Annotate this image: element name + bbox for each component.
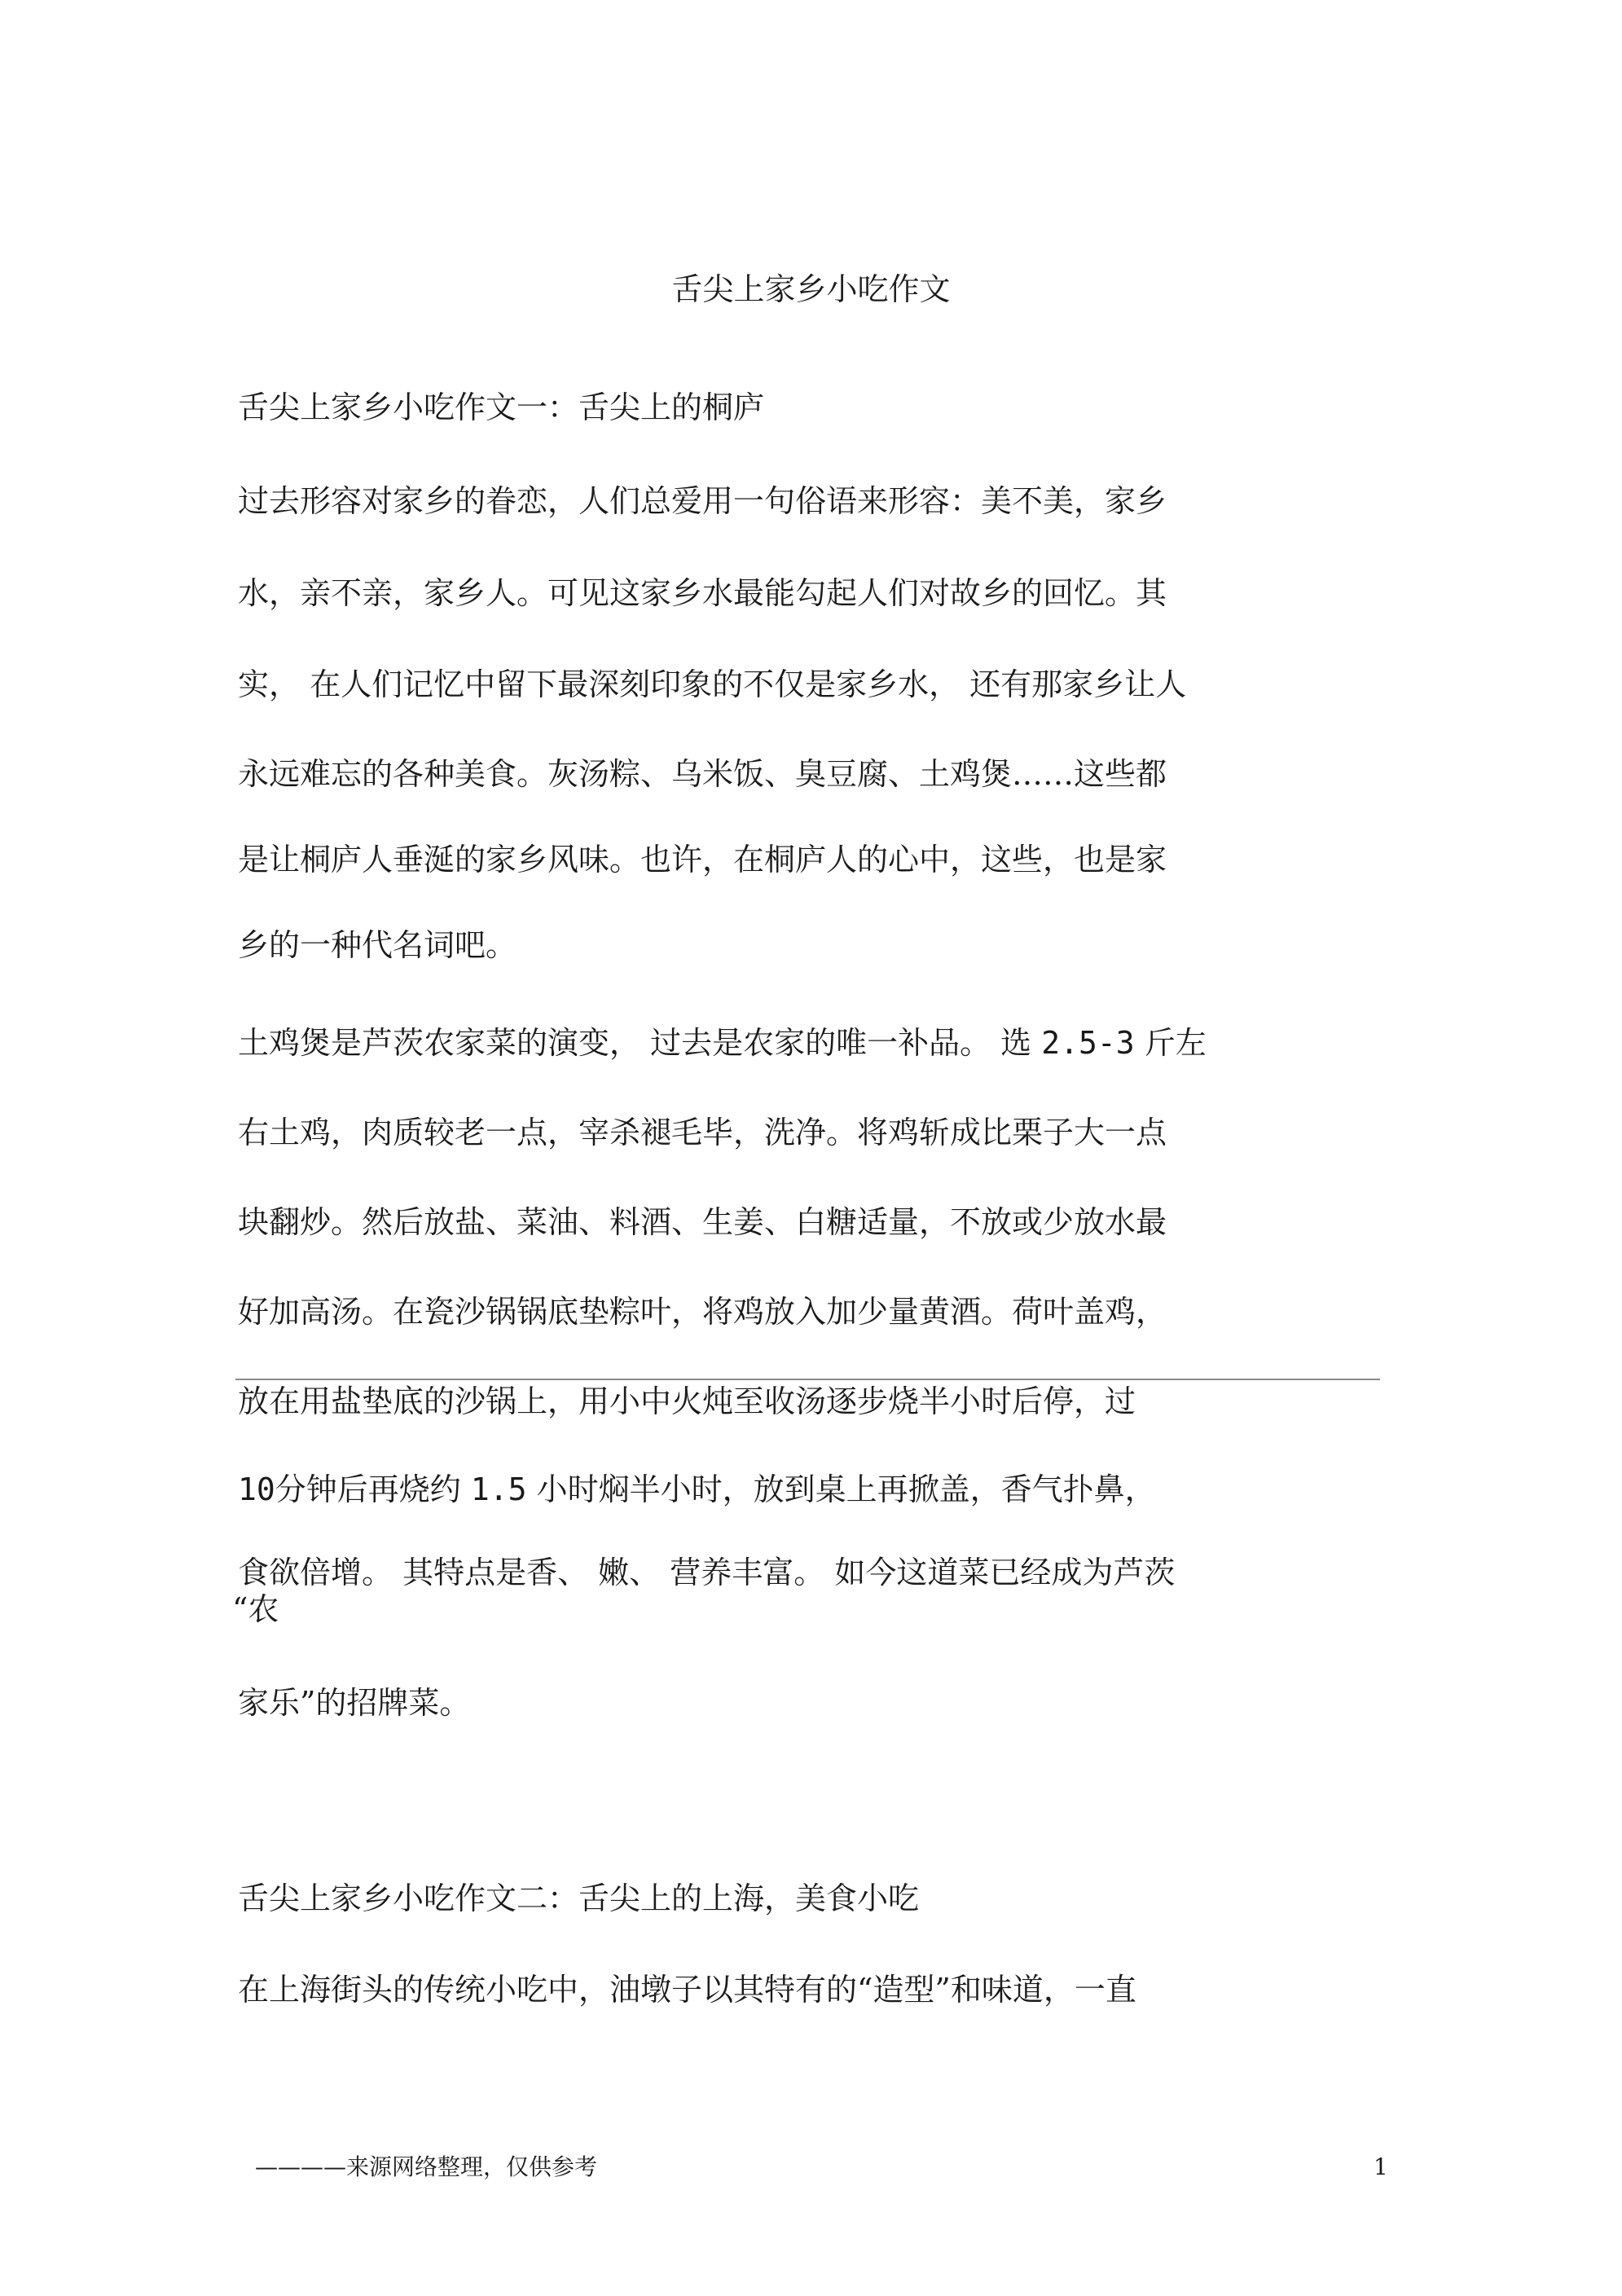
paragraph-line [238,1465,1156,1514]
paragraph-line: 好加高汤。在瓷沙锅锅底垫粽叶，将鸡放入加少量黄酒。荷叶盖鸡， [238,1294,1167,1330]
weight-value: 2.5-3 [1041,1025,1135,1061]
paragraph-line: 过去形容对家乡的眷恋，人们总爱用一句俗语来形容：美不美，家乡 [238,483,1167,519]
footer-source: ————来源网络整理，仅供参考 [255,2153,598,2180]
page-number: 1 [1374,2153,1388,2180]
paragraph-line: 实， 在人们记忆中留下最深刻印象的不仅是家乡水， 还有那家乡让人 [238,666,1187,702]
section2-heading: 舌尖上家乡小吃作文二：舌尖上的上海，美食小吃 [238,1880,920,1916]
paragraph-line: 是让桐庐人垂涎的家乡风味。也许，在桐庐人的心中，这些，也是家 [238,842,1167,877]
paragraph-line: 乡的一种代名词吧。 [238,927,517,963]
paragraph-line: 水，亲不亲，家乡人。可见这家乡水最能勾起人们对故乡的回忆。其 [238,575,1167,611]
paragraph-text: 土鸡煲是芦茨农家菜的演变， 过去是农家的唯一补品。 选 [238,1025,1042,1061]
paragraph-line: 在上海街头的传统小吃中，油墩子以其特有的“造型”和味道，一直 [238,1972,1136,2008]
section1-heading: 舌尖上家乡小吃作文一：舌尖上的桐庐 [238,389,765,425]
paragraph-text: 斤左 [1134,1025,1207,1061]
page-title: 舌尖上家乡小吃作文 [671,271,951,307]
paragraph-line: 放在用盐垫底的沙锅上，用小中火炖至收汤逐步烧半小时后停，过 [238,1383,1136,1419]
paragraph-line: 块翻炒。然后放盐、菜油、料酒、生姜、白糖适量，不放或少放水最 [238,1204,1167,1240]
paragraph-line: 食欲倍增。 其特点是香、 嫩、 营养丰富。 如今这道菜已经成为芦茨 [238,1555,1176,1590]
time-value: 1.5 [470,1471,527,1507]
paragraph-line: “农 [232,1591,279,1627]
paragraph-line [238,1018,1207,1067]
paragraph-line: 家乐”的招牌菜。 [238,1685,471,1721]
paragraph-text: 分钟后再烧约 [275,1471,471,1507]
paragraph-line: 右土鸡，肉质较老一点，宰杀褪毛毕，洗净。将鸡斩成比栗子大一点 [238,1115,1167,1150]
time-value: 10 [238,1471,275,1507]
paragraph-text: 小时焖半小时，放到桌上再掀盖，香气扑鼻， [526,1471,1156,1507]
paragraph-line: 永远难忘的各种美食。灰汤粽、乌米饭、臭豆腐、土鸡煲……这些都 [238,756,1167,792]
